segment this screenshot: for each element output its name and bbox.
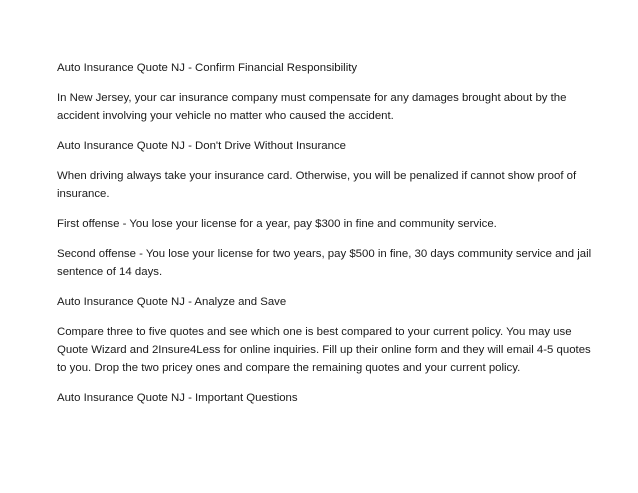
paragraph-insurance-card: When driving always take your insurance card. Otherwise, you will be penalized if cannot show proof of insurance.	[57, 170, 577, 200]
section-heading-financial-responsibility: Auto Insurance Quote NJ - Confirm Financial Responsibility	[57, 62, 358, 74]
paragraph-first-offense: First offense - You lose your license for a year, pay $300 in fine and community service.	[57, 218, 497, 230]
document-body	[57, 59, 602, 419]
paragraph-second-offense: Second offense - You lose your license for two years, pay $500 in fine, 30 days community service and jail sentence of 14 days.	[57, 248, 592, 278]
paragraph-compensation: In New Jersey, your car insurance company must compensate for any damages brought about by the accident involving your vehicle no matter who caused the accident.	[57, 92, 567, 122]
paragraph-compare-quotes: Compare three to five quotes and see which one is best compared to your current policy. You may use Quote Wizard and 2Insure4Less for online inquiries. Fill up their online form and they will email 4-5 quotes to you. Drop the two pricey ones and compare the remaining quotes and your current policy.	[57, 326, 591, 374]
section-heading-important-questions: Auto Insurance Quote NJ - Important Questions	[57, 392, 298, 404]
section-heading-analyze-and-save: Auto Insurance Quote NJ - Analyze and Save	[57, 296, 287, 308]
section-heading-dont-drive-without-insurance: Auto Insurance Quote NJ - Don't Drive Without Insurance	[57, 140, 346, 152]
